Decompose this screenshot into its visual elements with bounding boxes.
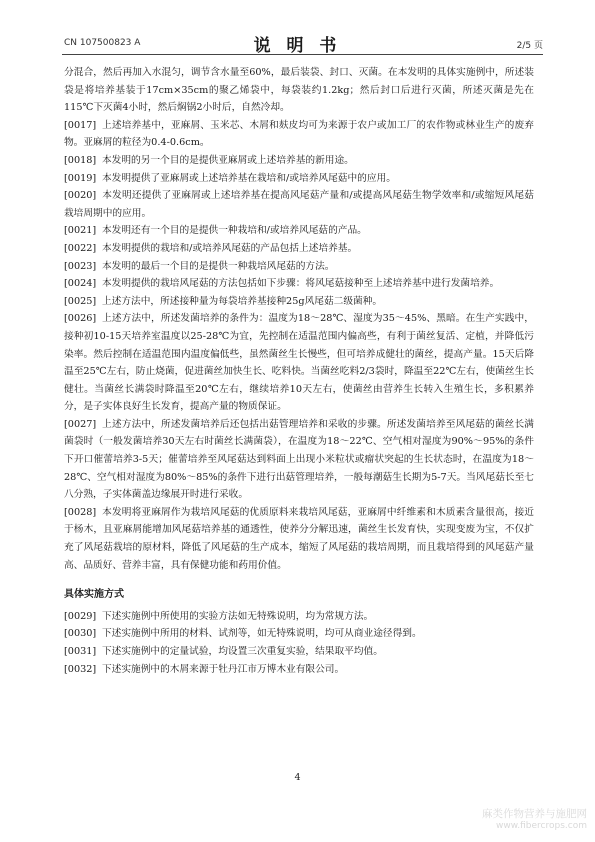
section-heading: 具体实施方式 <box>64 589 124 601</box>
paragraph-0023 <box>64 258 534 276</box>
paragraph-number: [0032] <box>64 663 97 675</box>
paragraph-text: 下述实施例中所使用的实验方法如无特殊说明，均为常规方法。 <box>102 610 374 622</box>
paragraph-text: 下述实施例中的定量试验，均设置三次重复实验，结果取平均值。 <box>102 646 383 657</box>
paragraph-0031 <box>64 643 534 661</box>
page-indicator: 2/5 页 <box>516 41 543 51</box>
paragraph-0029 <box>64 608 534 626</box>
page-header <box>0 0 595 56</box>
paragraph-text: 上述方法中，所述接种量为每袋培养基接种25g风尾菇二级菌种。 <box>102 295 383 307</box>
paragraph-text: 上述方法中，所述发菌培养后还包括出菇管理培养和采收的步骤。所述发菌培养至风尾菇的菌丝长满菌袋时（一般发菌培养30天左右时菌丝长满菌袋），在温度为18～22℃、空气相对湿度为90%～95%的条件下开口催蕾培养3-5天；催蕾培养至风尾菇达到料面上出现小米粒状或瘤状突起的生长状态时，在温度为18～28℃、空气相对湿度为80%～85%的条件下进行出菇管理培养，一般每潮菇生长期为5-7天。当风尾菇长至七八分熟，子实体菌盖边缘展开时进行采收。 <box>64 418 534 501</box>
paragraph-number: [0027] <box>64 418 97 430</box>
watermark-name: 麻类作物营养与施肥网 <box>482 808 587 820</box>
paragraph-0020 <box>64 187 534 222</box>
paragraph-text: 上述方法中，所述发菌培养的条件为：温度为18～28℃、湿度为35～45%、黑暗。在生产实践中，接种初10-15天培养室温度以25-28℃为宜，先控制在适温范围内偏高些，有利于菌丝复活、定植，并降低污染率。然后控制在适温范围内温度偏低些，虽然菌丝生长慢些，但可培养成健壮的菌丝，提高产量。15天后降温至25℃左右，防止烧菌，促进菌丝加快生长、吃料快。当菌丝吃料2/3袋时，降温至22℃左右，使菌丝生长健壮。当菌丝长满袋时降温至20℃左右，继续培养10天左右，使菌丝由营养生长转入生殖生长，多积累养分，是子实体良好生长发育，提高产量的物质保证。 <box>64 313 534 413</box>
watermark-url: www.fibercrops.com <box>496 821 587 831</box>
paragraph-0027 <box>64 416 534 504</box>
paragraph-text: 本发明提供了亚麻屑或上述培养基在栽培和/或培养风尾菇中的应用。 <box>102 172 396 184</box>
document-title: 说 明 书 <box>253 36 342 56</box>
paragraph-0021 <box>64 222 534 240</box>
page-number: 4 <box>294 772 301 783</box>
paragraph-text: 本发明提供的栽培风尾菇的方法包括如下步骤：将风尾菇接种至上述培养基中进行发菌培养。 <box>102 278 500 290</box>
document-number: CN 107500823 A <box>64 38 141 48</box>
paragraph-0022 <box>64 240 534 258</box>
paragraph-text: 本发明还提供了亚麻屑或上述培养基在提高风尾菇产量和/或提高风尾菇生物学效率和/或缩短风尾菇栽培周期中的应用。 <box>64 190 534 219</box>
paragraph-0018 <box>64 152 534 170</box>
paragraph-number: [0021] <box>64 225 97 237</box>
paragraph-number: [0029] <box>64 610 97 622</box>
paragraph-0028 <box>64 504 534 574</box>
paragraph-0026 <box>64 310 534 416</box>
paragraph-number: [0028] <box>64 506 97 518</box>
paragraph-text: 下述实施例中的木屑来源于牡丹江市万博木业有限公司。 <box>102 663 345 675</box>
paragraph-number: [0030] <box>64 628 97 640</box>
header-divider <box>62 54 543 55</box>
paragraph-number: [0024] <box>64 278 97 290</box>
paragraph-number: [0019] <box>64 172 97 184</box>
paragraph-text: 本发明还有一个目的是提供一种栽培和/或培养风尾菇的产品。 <box>102 225 367 237</box>
paragraph-0024 <box>64 275 534 293</box>
paragraph-0017 <box>64 117 534 152</box>
paragraph-0019 <box>64 170 534 188</box>
paragraph-text: 本发明将亚麻屑作为栽培风尾菇的优质原料来栽培风尾菇，亚麻屑中纤维素和木质素含量很高，接近于杨木，且亚麻屑能增加风尾菇培养基的通透性，使养分分解迅速，菌丝生长发育快，实现变废为宝，不仅扩充了风尾菇栽培的原材料，降低了风尾菇的生产成本，缩短了风尾菇的栽培周期，而且栽培得到的风尾菇产量高、品质好、营养丰富，具有保健功能和药用价值。 <box>64 506 534 571</box>
paragraph-number: [0018] <box>64 154 97 166</box>
paragraph-text: 本发明的最后一个目的是提供一种栽培风尾菇的方法。 <box>102 260 335 272</box>
paragraph-number: [0022] <box>64 242 97 254</box>
paragraph-number: [0020] <box>64 190 97 202</box>
paragraph-text: 下述实施例中所用的材料、试剂等，如无特殊说明，均可从商业途径得到。 <box>102 628 422 640</box>
watermark <box>482 806 587 831</box>
paragraph-number: [0026] <box>64 313 97 325</box>
opening-paragraph: 分混合，然后再加入水混匀，调节含水量至60%，最后装袋、封口、灭菌。在本发明的具体实施例中，所述装袋是将培养基装于17cm×35cm的聚乙烯袋中，每袋装约1.2kg；然后封口后进行灭菌，所述灭菌是先在115℃下灭菌4小时，然后焖锅2小时后，自然冷却。 <box>64 67 534 114</box>
paragraph-text: 本发明的另一个目的是提供亚麻屑或上述培养基的新用途。 <box>102 154 354 166</box>
paragraph-0032 <box>64 661 534 679</box>
document-body <box>64 64 534 678</box>
paragraph-0025 <box>64 293 534 311</box>
paragraph-number: [0031] <box>64 646 97 657</box>
paragraph-text: 上述培养基中，亚麻屑、玉米芯、木屑和麸皮均可为来源于农户或加工厂的农作物或林业生产的废弃物。亚麻屑的粒径为0.4-0.6cm。 <box>64 119 534 149</box>
paragraph-0030 <box>64 625 534 643</box>
paragraph-number: [0023] <box>64 260 97 272</box>
paragraph-number: [0025] <box>64 295 97 307</box>
paragraph-number: [0017] <box>64 119 97 131</box>
paragraph-text: 本发明提供的栽培和/或培养风尾菇的产品包括上述培养基。 <box>102 242 358 254</box>
